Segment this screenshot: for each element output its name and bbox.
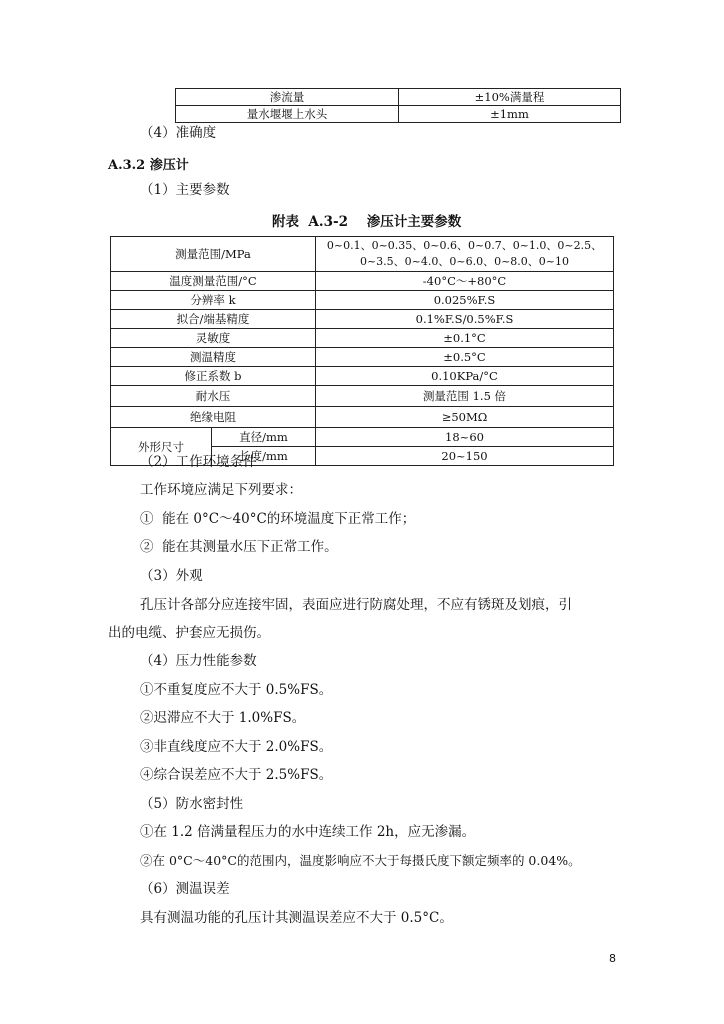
list-item: ①在 1.2 倍满量程压力的水中连续工作 2h，应无渗漏。 — [140, 824, 476, 840]
item-main-params: （1）主要参数 — [140, 182, 230, 198]
list-item: ③非直线度应不大于 2.0%FS。 — [140, 739, 333, 755]
diameter-value-cell: 18~60 — [316, 428, 614, 447]
paragraph: 具有测温功能的孔压计其测温误差应不大于 0.5°C。 — [140, 910, 453, 926]
item-waterproof: （5）防水密封性 — [140, 796, 244, 812]
table-row — [111, 237, 614, 272]
label-cell: 绝缘电阻 — [111, 407, 316, 428]
table-caption: 附表 A.3-2 渗压计主要参数 — [272, 214, 462, 230]
table-row — [176, 89, 621, 106]
label-cell: 耐水压 — [111, 386, 316, 407]
range-value-cell — [316, 237, 614, 272]
item-work-env: （2）工作环境条件 — [140, 454, 257, 470]
value-cell: 0.1%F.S/0.5%F.S — [316, 310, 614, 329]
label-cell: 修正系数 b — [111, 367, 316, 386]
value-cell: 0.10KPa/°C — [316, 367, 614, 386]
list-item: ②在 0°C～40°C的范围内，温度影响应不大于每摄氏度下额定频率的 0.04%。 — [140, 853, 581, 868]
paragraph: 出的电缆、护套应无损伤。 — [108, 625, 270, 641]
item-pressure: （4）压力性能参数 — [140, 653, 257, 669]
params-table — [110, 236, 614, 466]
list-item: ① 能在 0°C～40°C的环境温度下正常工作； — [140, 511, 416, 527]
paragraph: 孔压计各部分应连接牢固，表面应进行防腐处理，不应有锈斑及划痕，引 — [140, 597, 572, 613]
section-heading: A.3.2 渗压计 — [108, 158, 189, 173]
table-row — [111, 329, 614, 348]
label-cell: 温度测量范围/°C — [111, 272, 316, 291]
dims-label-cell: 外形尺寸 — [111, 428, 212, 466]
label-cell: 分辨率 k — [111, 291, 316, 310]
table-row — [111, 428, 614, 447]
value-cell: 测量范围 1.5 倍 — [316, 386, 614, 407]
list-item: ④综合误差应不大于 2.5%FS。 — [140, 767, 333, 783]
value-cell: ±0.1°C — [316, 329, 614, 348]
range-line-1: 0~0.1、0~0.35、0~0.6、0~0.7、0~1.0、0~2.5、 — [326, 239, 603, 252]
item-temp-error: （6）测温误差 — [140, 881, 230, 897]
table-row — [111, 291, 614, 310]
value-cell: ±1mm — [399, 106, 621, 123]
value-cell: -40°C～+80°C — [316, 272, 614, 291]
param-cell: 量水堰堰上水头 — [176, 106, 399, 123]
range-label-cell: 测量范围/MPa — [111, 237, 316, 272]
table-row — [111, 348, 614, 367]
list-item: ①不重复度应不大于 0.5%FS。 — [140, 682, 333, 698]
length-value-cell: 20~150 — [316, 447, 614, 466]
value-cell: 0.025%F.S — [316, 291, 614, 310]
top-table — [175, 88, 621, 123]
list-item: ② 能在其测量水压下正常工作。 — [140, 539, 338, 555]
item-appearance: （3）外观 — [140, 568, 203, 584]
paragraph: 工作环境应满足下列要求： — [140, 482, 302, 498]
label-cell: 拟合/端基精度 — [111, 310, 316, 329]
param-cell: 渗流量 — [176, 89, 399, 106]
label-cell: 测温精度 — [111, 348, 316, 367]
table-row — [176, 106, 621, 123]
label-cell: 灵敏度 — [111, 329, 316, 348]
table-row — [111, 272, 614, 291]
value-cell: ≥50MΩ — [316, 407, 614, 428]
range-line-2: 0~3.5、0~4.0、0~6.0、0~8.0、0~10 — [359, 255, 570, 268]
length-label-cell: 长度/mm — [212, 447, 316, 466]
table-row — [111, 386, 614, 407]
value-cell: ±10%满量程 — [399, 89, 621, 106]
table-row — [111, 407, 614, 428]
list-item: ②迟滞应不大于 1.0%FS。 — [140, 710, 306, 726]
table-row — [111, 367, 614, 386]
page-number: 8 — [609, 952, 616, 965]
diameter-label-cell: 直径/mm — [212, 428, 316, 447]
value-cell: ±0.5°C — [316, 348, 614, 367]
table-row — [111, 310, 614, 329]
item-accuracy: （4）准确度 — [140, 125, 217, 141]
